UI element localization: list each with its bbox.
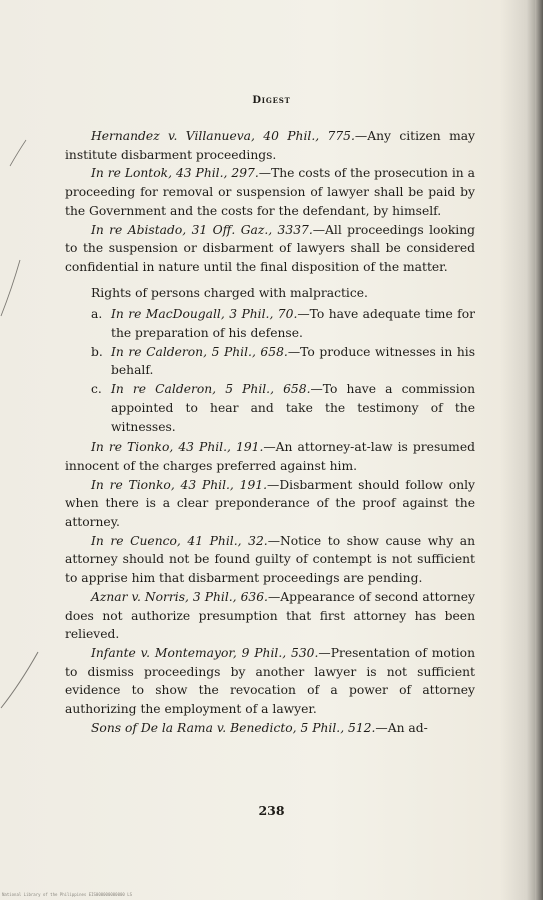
rights-item [65, 343, 475, 380]
entry-text: —An attorney-at-law is presumed innocent of the charges preferred against him. [65, 440, 475, 473]
entry-text: —Disbarment should follow only when there is a clear preponderance of the proof against the attorney. [65, 477, 475, 530]
digest-entry [65, 644, 475, 719]
entry-citation: Hernandez v. Villanueva, 40 Phil., 775. [91, 129, 355, 143]
entry-citation: Sons of De la Rama v. Benedicto, 5 Phil., 512. [91, 720, 376, 735]
digest-entry [65, 476, 475, 532]
entry-citation: In re Calderon, 5 Phil., 658. [111, 382, 311, 397]
entry-citation: In re Lontok, 43 Phil., 297. [91, 166, 259, 181]
digest-body [65, 127, 475, 738]
digest-entry [65, 719, 475, 738]
entry-text: —Any citizen may institute disbarment proceedings. [65, 129, 476, 162]
running-header [0, 95, 543, 106]
entry-text: —To have a commission appointed to hear and take the testimony of the witnesses. [111, 382, 475, 434]
entry-citation: Aznar v. Norris, 3 Phil., 636. [91, 589, 268, 604]
entry-citation: Infante v. Montemayor, 9 Phil., 530. [91, 645, 319, 660]
digest-entry [65, 221, 475, 277]
page-edge-shadow [535, 0, 543, 900]
item-letter: c. [91, 382, 102, 397]
digest-entry [65, 532, 475, 588]
entry-citation: In re MacDougall, 3 Phil., 70. [111, 307, 298, 322]
entry-text: —To produce witnesses in his behalf. [111, 344, 476, 378]
entry-citation: In re Calderon, 5 Phil., 658. [111, 344, 288, 359]
item-letter: b. [91, 344, 103, 359]
entry-citation: In re Tionko, 43 Phil., 191. [91, 477, 268, 492]
item-letter: a. [91, 307, 103, 322]
digest-entry [65, 438, 475, 475]
pencil-mark-top [8, 138, 28, 168]
scan-footer: National Library of the Philippines EIS000000000000 LS [2, 892, 133, 897]
digest-entry [65, 588, 475, 644]
entry-citation: In re Abistado, 31 Off. Gaz., 3337. [91, 222, 313, 237]
digest-entry [65, 164, 475, 220]
page-number: 238 [258, 803, 285, 818]
header-text: Digest [252, 95, 291, 106]
pencil-mark-lower [0, 650, 40, 710]
entry-text: —An ad- [375, 720, 428, 735]
entry-text: —To have adequate time for the preparation of his defense. [111, 307, 476, 341]
rights-item [65, 380, 475, 436]
rights-heading: Rights of persons charged with malpractice. [91, 285, 368, 300]
entry-text: —Appearance of second attorney does not authorize presumption that first attorney has been relieved. [65, 589, 475, 642]
digest-entry [65, 127, 475, 164]
entry-text: —All proceedings looking to the suspension or disbarment of lawyers shall be considered confidential in nature until the final disposition of the matter. [65, 222, 475, 274]
entry-citation: In re Cuenco, 41 Phil., 32. [91, 533, 268, 548]
pencil-mark-middle [0, 258, 22, 318]
rights-item [65, 305, 475, 342]
entry-text: —The costs of the prosecution in a proceeding for removal or suspension of lawyer shall be paid by the Government and the costs for the defendant, by himself. [65, 166, 476, 218]
entry-text: —Presentation of motion to dismiss proceedings by another lawyer is not sufficient evidence to show the revocation of a power of attorney authorizing the employment of a lawyer. [65, 645, 475, 717]
entry-citation: In re Tionko, 43 Phil., 191. [91, 440, 264, 455]
entry-text: —Notice to show cause why an attorney should not be found guilty of contempt is not sufficient to apprise him that disbarment proceedings are pending. [65, 533, 475, 586]
